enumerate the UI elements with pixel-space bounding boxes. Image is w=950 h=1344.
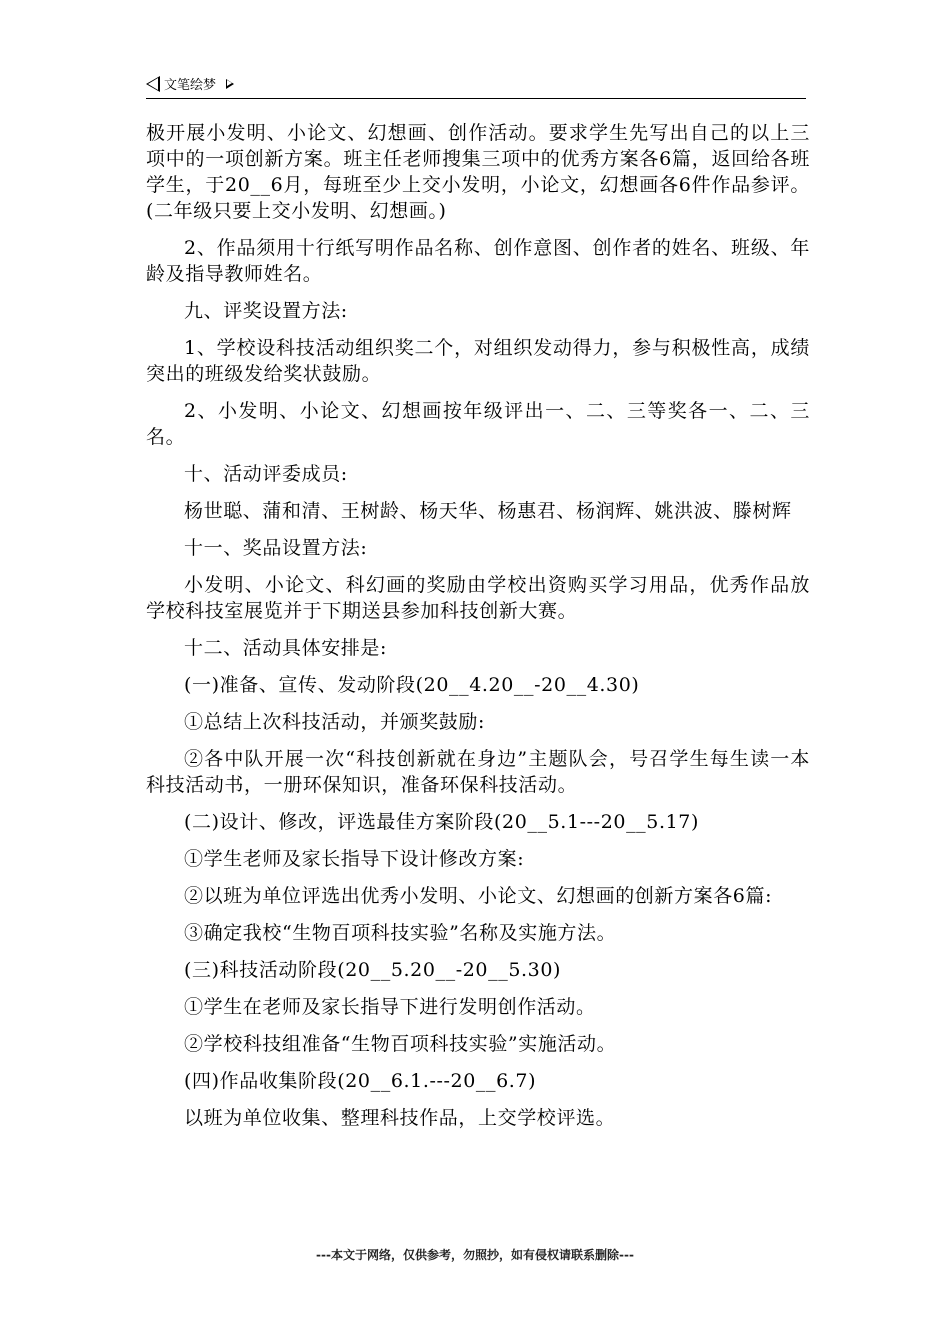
section-heading: 九、评奖设置方法:: [184, 300, 348, 322]
list-item: ②以班为单位评选出优秀小发明、小论文、幻想画的创新方案各6篇:: [184, 885, 773, 907]
section-heading: 十一、奖品设置方法:: [184, 537, 368, 559]
list-item: ②各中队开展一次“科技创新就在身边”主题队会，号召学生每生读一本科技活动书，一册环保知识，准备环保科技活动。: [146, 748, 810, 796]
paragraph-continuation: 极开展小发明、小论文、幻想画、创作活动。要求学生先写出自己的以上三项中的一项创新方案。班主任老师搜集三项中的优秀方案各6篇，返回给各班学生，于20__6月，每班至少上交小发明，小论文，幻想画各6件作品参评。(二年级只要上交小发明、幻想画。): [146, 122, 810, 222]
paragraph: 以班为单位收集、整理科技作品，上交学校评选。: [184, 1107, 616, 1129]
paragraph: 1、学校设科技活动组织奖二个，对组织发动得力，参与积极性高，成绩突出的班级发给奖状鼓励。: [146, 337, 810, 385]
document-body: [146, 120, 810, 1142]
triangle-left-icon: [146, 76, 160, 92]
paragraph: 杨世聪、蒲和清、王树龄、杨天华、杨惠君、杨润辉、姚洪波、滕树辉: [184, 500, 792, 522]
header-brand: [146, 74, 234, 93]
paragraph: 2、作品须用十行纸写明作品名称、创作意图、创作者的姓名、班级、年龄及指导教师姓名。: [146, 237, 810, 285]
page-footer: ---本文于网络，仅供参考，勿照抄，如有侵权请联系删除---: [316, 1248, 634, 1262]
page-header: [146, 72, 806, 99]
list-item: ②学校科技组准备“生物百项科技实验”实施活动。: [184, 1033, 617, 1055]
header-brand-text: 文笔绘梦: [164, 78, 217, 93]
stage-heading: (二)设计、修改，评选最佳方案阶段(20__5.1---20__5.17): [184, 811, 699, 833]
list-item: ①学生老师及家长指导下设计修改方案:: [184, 848, 525, 870]
stage-heading: (四)作品收集阶段(20__6.1.---20__6.7): [184, 1070, 537, 1092]
section-heading: 十二、活动具体安排是:: [184, 637, 388, 659]
paragraph: 2、小发明、小论文、幻想画按年级评出一、二、三等奖各一、二、三名。: [146, 400, 810, 448]
list-item: ①学生在老师及家长指导下进行发明创作活动。: [184, 996, 596, 1018]
paragraph: 小发明、小论文、科幻画的奖励由学校出资购买学习用品，优秀作品放学校科技室展览并于下期送县参加科技创新大赛。: [146, 574, 810, 622]
stage-heading: (三)科技活动阶段(20__5.20__-20__5.30): [184, 959, 562, 981]
stage-heading: (一)准备、宣传、发动阶段(20__4.20__-20__4.30): [184, 674, 640, 696]
list-item: ①总结上次科技活动，并颁奖鼓励:: [184, 711, 486, 733]
list-item: ③确定我校“生物百项科技实验”名称及实施方法。: [184, 922, 617, 944]
section-heading: 十、活动评委成员:: [184, 463, 348, 485]
triangle-right-icon: [226, 79, 234, 89]
